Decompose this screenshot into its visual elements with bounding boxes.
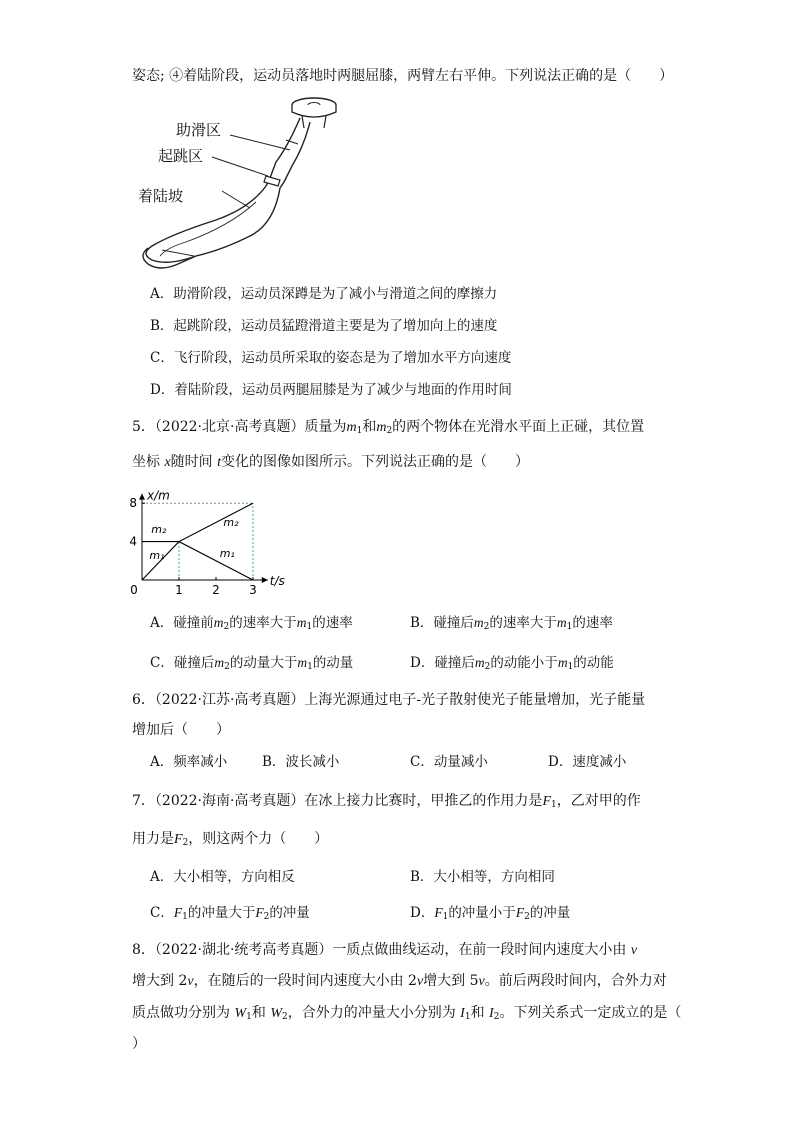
q8-text: 增大到 2 — [132, 973, 188, 989]
q5-text: 随时间 — [170, 454, 218, 470]
subscript: 2 — [524, 912, 530, 922]
q6-stem-line2: 增加后（ ） — [132, 722, 230, 738]
subscript: 1 — [567, 662, 574, 672]
series-label-m1: m₁ — [219, 546, 235, 560]
q5-opt-text: D．碰撞后 — [410, 655, 475, 671]
q8-stem-line2 — [132, 971, 667, 992]
f-symbol: F — [173, 905, 183, 920]
m2-symbol: m — [376, 420, 387, 435]
q6-stem-line1: 6．（2022·江苏·高考真题）上海光源通过电子-光子散射使光子能量增加，光子能量 — [132, 692, 646, 708]
q7-option-d — [410, 903, 570, 927]
q7-text: ，乙对甲的作 — [556, 793, 641, 809]
m1-symbol: m — [346, 420, 357, 435]
q6-option-c: C．动量减小 — [410, 754, 488, 770]
q7-option-c — [150, 903, 310, 927]
x-tick-label: 2 — [212, 583, 220, 597]
q7-stem-line1 — [132, 791, 641, 815]
q5-option-a — [150, 613, 353, 637]
q5-option-d — [410, 653, 614, 677]
label-landing-slope: 着陆坡 — [138, 187, 184, 205]
subscript: 2 — [386, 426, 393, 436]
position-time-chart — [128, 478, 298, 600]
q5-stem-line1 — [132, 417, 644, 441]
q7-text: 7．（2022·海南·高考真题）在冰上接力比赛时，甲推乙的作用力是 — [132, 793, 543, 809]
subscript: 2 — [483, 622, 490, 632]
q5-option-c — [150, 653, 353, 677]
m-symbol: m — [213, 615, 224, 630]
subscript: 1 — [566, 622, 573, 632]
q7-opt-text: 的冲量 — [269, 905, 310, 921]
q5-opt-text: B．碰撞后 — [410, 615, 474, 631]
q6-option-b: B．波长减小 — [262, 754, 340, 770]
q5-opt-text: 的动量大于 — [229, 655, 298, 671]
q5-opt-text: 的速率大于 — [229, 615, 297, 631]
i-symbol: I — [489, 1006, 494, 1021]
q5-text: 和 — [362, 419, 377, 435]
series-label-m2: m₂ — [151, 522, 167, 536]
v-symbol: v — [416, 974, 424, 989]
q5-text: 质量为 — [304, 419, 347, 435]
q7-option-b: B．大小相等，方向相同 — [410, 869, 555, 885]
v-symbol: v — [187, 974, 194, 989]
q7-opt-text: 的冲量大于 — [187, 905, 256, 921]
label-takeoff-zone: 起跳区 — [158, 147, 204, 165]
f-symbol: F — [434, 905, 443, 920]
t-symbol: t — [217, 455, 222, 470]
subscript: 1 — [182, 912, 188, 922]
x-axis-arrow — [262, 577, 268, 583]
q8-text: 质点做功分别为 — [132, 1005, 235, 1021]
q8-stem-line1 — [132, 940, 637, 961]
q4-stem-tail: 姿态; ④着陆阶段，运动员落地时两腿屈膝，两臂左右平伸。下列说法正确的是（ ） — [132, 68, 674, 84]
subscript: 1 — [464, 1012, 471, 1022]
q5-opt-text: 的动能 — [573, 655, 614, 671]
q5-number: 5． — [132, 419, 155, 435]
y-tick-label: 8 — [129, 496, 137, 511]
q5-text: 的两个物体在光滑水平面上正碰，其位置 — [392, 419, 645, 435]
f-symbol: F — [174, 832, 183, 847]
q5-opt-text: 的动量 — [312, 655, 354, 671]
m-symbol: m — [297, 655, 308, 670]
subscript: 2 — [263, 912, 270, 922]
m-symbol: m — [474, 655, 485, 670]
subscript: 2 — [281, 1012, 288, 1022]
q6-option-a: A．频率减小 — [150, 754, 228, 770]
q5-text: 变化的图像如图所示。下列说法正确的是（ ） — [221, 454, 530, 470]
q6-option-d: D．速度减小 — [548, 754, 627, 770]
subscript: 1 — [442, 912, 449, 922]
q4-option-d: D．着陆阶段，运动员两腿屈膝是为了减少与地面的作用时间 — [150, 382, 512, 398]
q7-text: ，则这两个力（ ） — [188, 831, 329, 847]
q8-text: ，合外力的冲量大小分别为 — [287, 1005, 461, 1021]
m-symbol: m — [556, 615, 567, 630]
m-symbol: m — [473, 615, 484, 630]
q5-opt-text: A．碰撞前 — [150, 615, 214, 631]
subscript: 1 — [306, 622, 313, 632]
subscript: 1 — [246, 1012, 252, 1022]
y-tick-label: 4 — [129, 534, 137, 549]
q8-text: ，在随后的一段时间内速度大小由 2 — [193, 973, 417, 989]
m-symbol: m — [557, 655, 568, 670]
label-run-up-zone: 助滑区 — [176, 121, 222, 139]
subscript: 2 — [223, 622, 230, 632]
series-label-m1: m₁ — [149, 548, 165, 562]
i-symbol: I — [460, 1006, 465, 1021]
x-tick-label: 0 — [130, 583, 138, 597]
w-symbol: W — [270, 1006, 282, 1021]
q8-text: 。前后两段时间内，合外力对 — [484, 973, 667, 989]
q5-opt-text: 的速率 — [572, 615, 613, 631]
q5-option-b — [410, 613, 613, 637]
f-symbol: F — [255, 905, 264, 920]
series-label-m2: m₂ — [223, 516, 239, 530]
v-symbol: v — [630, 943, 638, 958]
m-symbol: m — [296, 615, 307, 630]
q5-opt-text: 的速率 — [312, 615, 353, 631]
subscript: 2 — [182, 838, 189, 848]
m-symbol: m — [214, 655, 225, 670]
x-tick-label: 1 — [175, 583, 183, 597]
subscript: 1 — [307, 662, 313, 672]
subscript: 2 — [493, 1012, 500, 1022]
q4-option-a: A．助滑阶段，运动员深蹲是为了减小与滑道之间的摩擦力 — [150, 286, 498, 302]
q5-text: 坐标 — [132, 454, 165, 470]
q5-opt-text: C．碰撞后 — [150, 655, 215, 671]
q8-text: 8．（2022·湖北·统考高考真题）一质点做曲线运动，在前一段时间内速度大小由 — [132, 942, 631, 958]
x-axis-label: t/s — [269, 574, 285, 588]
q8-text: 增大到 5 — [423, 973, 479, 989]
q7-stem-line2 — [132, 829, 328, 853]
q5-source: （2022·北京·高考真题） — [154, 419, 305, 435]
v-symbol: v — [478, 974, 485, 989]
ski-jump-figure — [138, 96, 348, 274]
q4-option-b: B．起跳阶段，运动员猛蹬滑道主要是为了增加向上的速度 — [150, 318, 498, 334]
y-axis-arrow — [139, 494, 145, 500]
f-symbol: F — [515, 905, 525, 920]
subscript: 2 — [484, 662, 491, 672]
f-symbol: F — [542, 794, 551, 809]
q5-opt-text: 的速率大于 — [489, 615, 557, 631]
q4-option-c: C．飞行阶段，运动员所采取的姿态是为了增加水平方向速度 — [150, 350, 512, 366]
q5-opt-text: 的动能小于 — [490, 655, 558, 671]
q7-opt-text: D． — [410, 905, 435, 921]
q8-text: 。下列关系式一定成立的是（ — [499, 1005, 682, 1021]
q8-stem-line4: ） — [132, 1036, 146, 1052]
q8-text: 和 — [251, 1005, 271, 1021]
q7-opt-text: C． — [150, 905, 174, 921]
q8-stem-line3 — [132, 1003, 681, 1027]
q7-opt-text: 的冲量 — [529, 905, 571, 921]
q8-text: 和 — [470, 1005, 490, 1021]
w-symbol: W — [234, 1006, 247, 1021]
q7-opt-text: 的冲量小于 — [448, 905, 516, 921]
subscript: 2 — [224, 662, 230, 672]
q7-option-a: A．大小相等，方向相反 — [150, 869, 295, 885]
y-axis-label: x/m — [147, 488, 170, 503]
x-symbol: x — [164, 455, 171, 470]
q7-text: 用力是 — [132, 831, 174, 847]
x-tick-label: 3 — [249, 583, 257, 597]
subscript: 1 — [356, 426, 363, 436]
q5-stem-line2 — [132, 452, 529, 473]
subscript: 1 — [551, 800, 557, 810]
